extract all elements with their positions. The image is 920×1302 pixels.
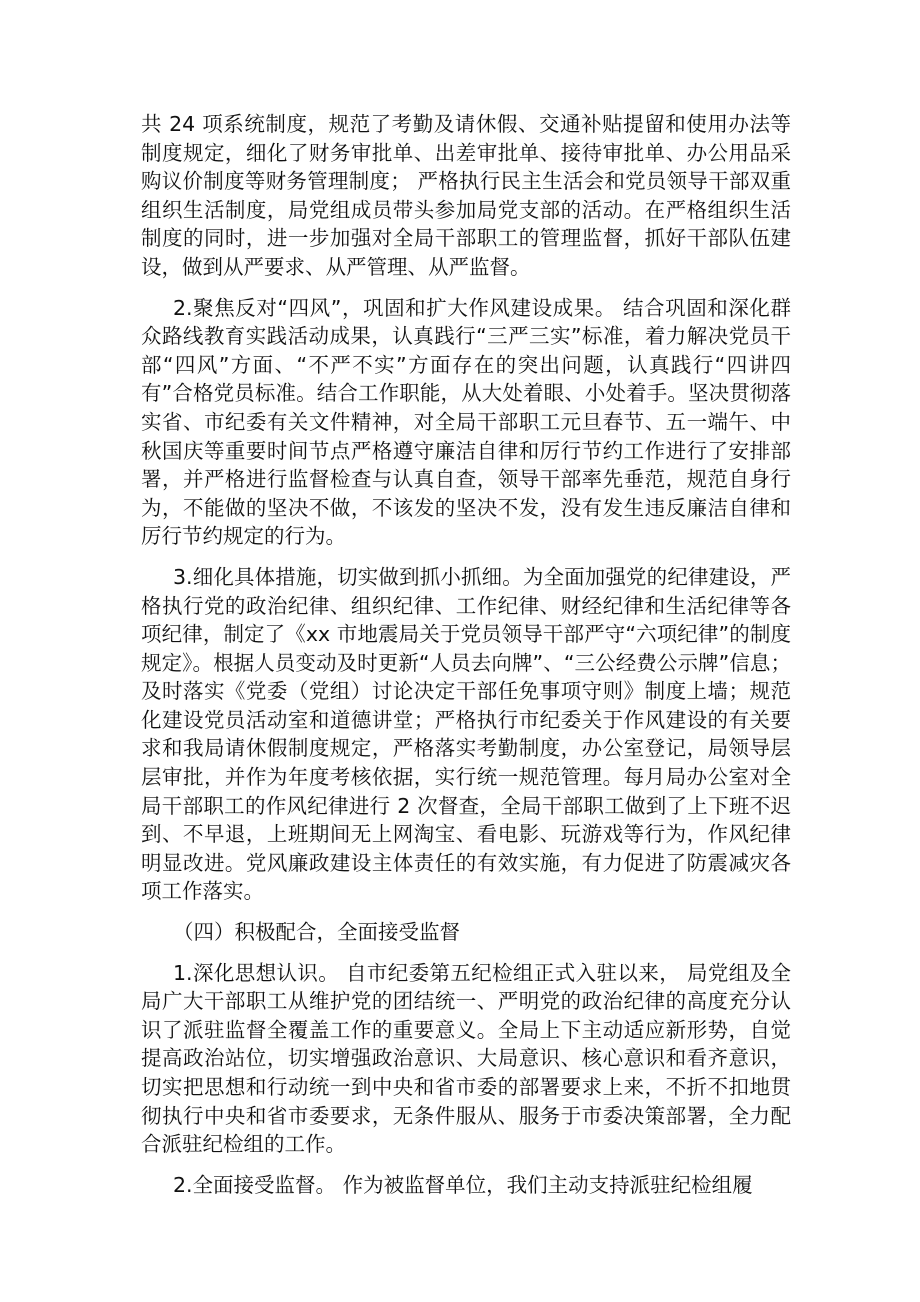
- paragraph-four-winds: 2.聚焦反对“四风”，巩固和扩大作风建设成果。 结合巩固和深化群众路线教育实践活动成果，认真践行“三严三实”标准，着力解决党员干部“四风”方面、“不严不实”方面存在的突出问题，认真践行“四讲四有”合格党员标准。结合工作职能，从大处着眼、小处着手。坚决贯彻落实省、市纪委有关文件精神，对全局干部职工元旦春节、五一端午、中秋国庆等重要时间节点严格遵守廉洁自律和厉行节约工作进行了安排部署，并严格进行监督检查与认真自查，领导干部率先垂范，规范自身行为，不能做的坚决不做，不该发的坚决不发，没有发生违反廉洁自律和厉行节约规定的行为。: [141, 295, 791, 549]
- paragraph-deepen-understanding: 1.深化思想认识。 自市纪委第五纪检组正式入驻以来， 局党组及全局广大干部职工从维护党的团结统一、严明党的政治纪律的高度充分认识了派驻监督全覆盖工作的重要意义。全局上下主动适应新形势，自觉提高政治站位，切实增强政治意识、大局意识、核心意识和看齐意识，切实把思想和行动统一到中央和省市委的部署要求上来，不折不扣地贯彻执行中央和省市委要求，无条件服从、服务于市委决策部署，全力配合派驻纪检组的工作。: [141, 960, 791, 1157]
- section-heading-supervision: （四）积极配合，全面接受监督: [173, 920, 460, 945]
- paragraph-accept-supervision: 2.全面接受监督。 作为被监督单位，我们主动支持派驻纪检组履: [173, 1172, 753, 1197]
- document-body: [141, 110, 791, 1199]
- paragraph-institution-system: 共 24 项系统制度，规范了考勤及请休假、交通补贴提留和使用办法等制度规定，细化了财务审批单、出差审批单、接待审批单、办公用品采购议价制度等财务管理制度； 严格执行民主生活会和党员领导干部双重组织生活制度，局党组成员带头参加局党支部的活动。在严格组织生活制度的同时，进一步加强对全局干部职工的管理监督，抓好干部队伍建设，做到从严要求、从严管理、从严监督。: [141, 112, 791, 279]
- paragraph-specific-measures: 3.细化具体措施，切实做到抓小抓细。为全面加强党的纪律建设，严格执行党的政治纪律、组织纪律、工作纪律、财经纪律和生活纪律等各项纪律，制定了《xx 市地震局关于党员领导干部严守“六项纪律”的制度规定》。根据人员变动及时更新“人员去向牌”、“三公经费公示牌”信息；及时落实《党委（党组）讨论决定干部任免事项守则》制度上墙；规范化建设党员活动室和道德讲堂；严格执行市纪委关于作风建设的有关要求和我局请休假制度规定，严格落实考勤制度，办公室登记，局领导层层审批，并作为年度考核依据，实行统一规范管理。每月局办公室对全局干部职工的作风纪律进行 2 次督查，全局干部职工做到了上下班不迟到、不早退，上班期间无上网淘宝、看电影、玩游戏等行为，作风纪律明显改进。党风廉政建设主体责任的有效实施，有力促进了防震减灾各项工作落实。: [141, 564, 791, 904]
